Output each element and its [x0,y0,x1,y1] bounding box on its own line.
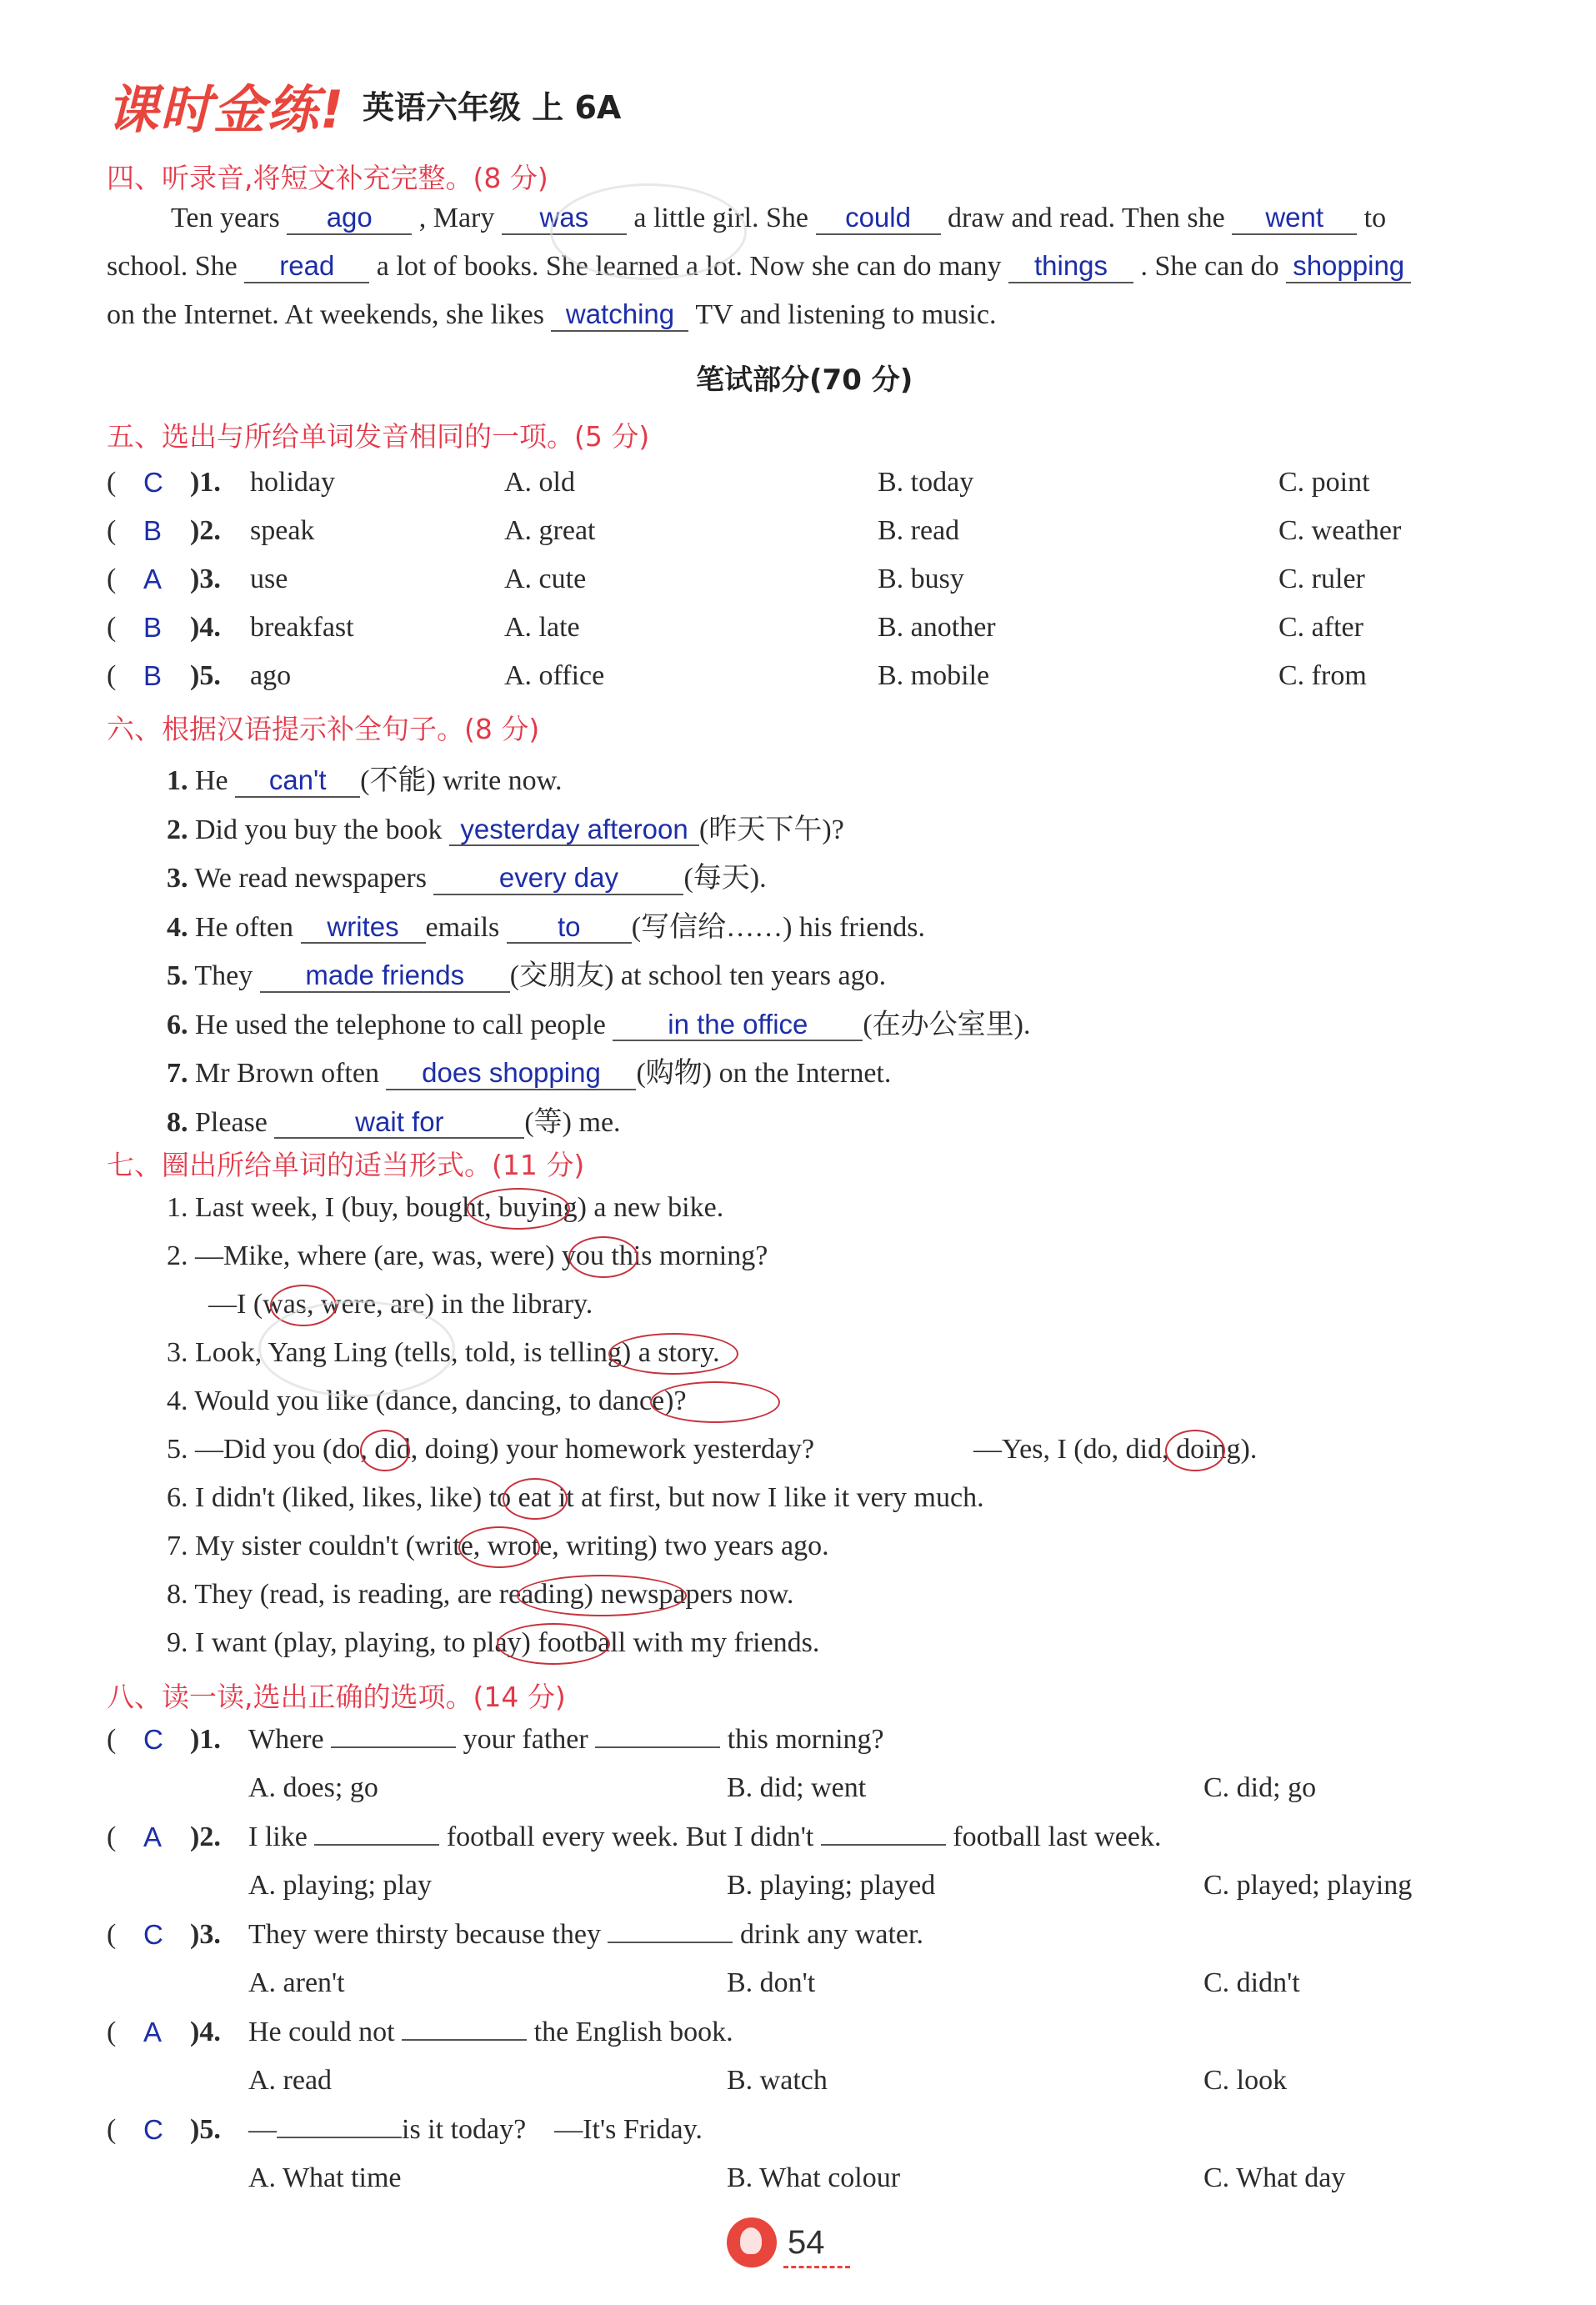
section-7-heading: 七、圈出所给单词的适当形式。(11 分) [107,1149,585,1181]
s8-blank [595,1746,720,1748]
s7-item-8: 8. They (read, is reading, are reading) newspapers now. [167,1579,794,1610]
s8-option-c: C. did; go [1203,1772,1317,1803]
s6-blank: made friends [260,961,510,993]
s5-option-b: B. mobile [878,660,990,691]
s8-option-b: B. playing; played [727,1870,936,1901]
s5-option-c: C. after [1278,612,1363,643]
s6-item: 8. Please wait for (等) me. [167,1105,621,1138]
s8-option-c: C. didn't [1203,1967,1300,1998]
s5-option-c: C. weather [1278,515,1402,546]
s5-word: use [250,564,288,594]
s8-option-b: B. don't [727,1967,816,1998]
s6-item: 3. We read newspapers every day (每天). [167,862,767,894]
s8-option-b: B. watch [727,2065,828,2096]
s8-option-a: A. What time [248,2162,402,2193]
written-part-title: 笔试部分(70 分) [696,363,913,397]
s6-blank: does shopping [386,1059,636,1090]
s8-option-c: C. look [1203,2065,1288,2096]
s8-answer: C [143,1919,163,1950]
s4-blank: ago [287,203,412,235]
page-subtitle: 英语六年级 上 6A [363,89,622,126]
page-number: 54 [788,2224,825,2261]
s7-item-7: 7. My sister couldn't (write, wrote, writing) two years ago. [167,1531,829,1561]
s5-number: )1. [190,467,221,498]
s7-item-5: 5. —Did you (do, did, doing) your homework yesterday? [167,1434,815,1465]
s4-blank: could [816,203,941,235]
s7-item-3: 3. Look, Yang Ling (tells, told, is telling) a story. [167,1337,720,1368]
s8-row: ( [107,2017,117,2047]
s5-row: ( [107,660,117,691]
s8-number: )2. [190,1821,221,1852]
answer-circle [517,1575,687,1616]
s5-number: )5. [190,660,221,691]
s5-answer: A [143,564,163,594]
s6-item: 5. They made friends (交朋友) at school ten years ago. [167,960,887,991]
s4-blank: went [1232,203,1357,235]
s6-blank: yesterday afteroon [449,815,699,847]
s8-row: ( [107,1919,117,1950]
s8-option-b: B. did; went [727,1772,867,1803]
s8-question: He could not the English book. [248,2017,733,2047]
s5-row: ( [107,515,117,546]
s8-question: Where your father this morning? [248,1724,884,1755]
s5-option-c: C. from [1278,660,1367,691]
s8-option-a: A. read [248,2065,333,2096]
s8-option-c: C. played; playing [1203,1870,1413,1901]
s5-number: )4. [190,612,221,643]
s8-option-a: A. does; go [248,1772,378,1803]
s5-row: ( [107,564,117,594]
answer-circle [503,1478,568,1520]
s6-item: 6. He used the telephone to call people in the office (在办公室里). [167,1008,1031,1040]
s8-question: — is it today? —It's Friday. [248,2114,703,2145]
s8-blank [608,1942,733,1943]
s8-row: ( [107,2114,117,2145]
s8-number: )3. [190,1919,221,1950]
page-number-underline [783,2266,850,2268]
s5-option-a: A. late [504,612,580,643]
s5-option-a: A. cute [504,564,587,594]
s6-blank: every day [433,864,683,895]
s7-item-4: 4. Would you like (dance, dancing, to dance)? [167,1386,687,1416]
section-4-heading: 四、听录音,将短文补充完整。(8 分) [107,162,548,194]
s8-row: ( [107,1724,117,1755]
s5-answer: B [143,515,163,546]
s8-blank [402,2039,527,2041]
s5-option-c: C. point [1278,467,1370,498]
s5-option-b: B. another [878,612,996,643]
s7-item-2b: —I (was, were, are) in the library. [208,1289,593,1320]
answer-circle [650,1381,780,1423]
s6-blank: writes [301,913,426,945]
brand-exclaim: ! [320,79,346,140]
s7-item-6: 6. I didn't (liked, likes, like) to eat it at first, but now I like it very much. [167,1482,984,1513]
answer-circle [497,1623,610,1665]
s6-blank: wait for [274,1108,524,1140]
s5-row: ( [107,467,117,498]
s8-option-a: A. playing; play [248,1870,433,1901]
s8-answer: A [143,2017,163,2047]
s4-blank: shopping [1286,252,1411,283]
s6-blank: in the office [613,1010,863,1042]
answer-circle [360,1430,410,1471]
s4-line-2: school. She read a lot of books. She learned a lot. Now she can do many things . She can do shopping [107,251,1411,283]
brand-title [107,68,345,143]
s8-question: They were thirsty because they drink any water. [248,1919,923,1950]
s8-blank [314,1844,439,1846]
s5-option-a: A. great [504,515,596,546]
s8-answer: A [143,1821,163,1852]
s4-blank: things [1008,252,1133,283]
section-8-heading: 八、读一读,选出正确的选项。(14 分) [107,1681,566,1713]
s6-blank: can't [235,766,360,798]
s8-answer: C [143,1724,163,1755]
s7-item-5b: —Yes, I (do, did, doing). [973,1434,1258,1465]
s7-item-2: 2. —Mike, where (are, was, were) you this morning? [167,1240,768,1271]
s8-option-a: A. aren't [248,1967,345,1998]
s5-option-b: B. read [878,515,960,546]
s8-question: I like football every week. But I didn't football last week. [248,1821,1162,1852]
s7-item-1: 1. Last week, I (buy, bought, buying) a new bike. [167,1192,724,1223]
s6-item: 4. He often writes emails to (写信给……) his friends. [167,910,926,943]
s8-number: )5. [190,2114,221,2145]
s5-word: ago [250,660,292,691]
s5-option-b: B. busy [878,564,964,594]
s5-answer: B [143,612,163,643]
section-6-heading: 六、根据汉语提示补全句子。(8 分) [107,713,540,745]
s6-blank: to [507,913,632,945]
s6-item: 7. Mr Brown often does shopping (购物) on the Internet. [167,1057,892,1089]
section-5-heading: 五、选出与所给单词发音相同的一项。(5 分) [107,420,650,453]
s5-word: breakfast [250,612,354,643]
s5-number: )2. [190,515,221,546]
answer-circle [467,1188,570,1230]
answer-circle [1165,1430,1225,1471]
watermark-stamp [550,183,747,280]
answer-circle [458,1526,540,1568]
s4-blank: was [502,203,627,235]
answer-circle [568,1236,638,1278]
s4-line-1: Ten years ago , Mary was a little girl. She could draw and read. Then she went to [171,202,1387,233]
s8-number: )1. [190,1724,221,1755]
s8-blank [277,2137,402,2138]
s8-option-c: C. What day [1203,2162,1346,2193]
s4-line-3: on the Internet. At weekends, she likes watching TV and listening to music. [107,298,997,330]
s5-option-a: A. old [504,467,575,498]
s5-word: speak [250,515,315,546]
s5-option-a: A. office [504,660,605,691]
s6-item: 1. He can't (不能) write now. [167,764,563,796]
s7-item-9: 9. I want (play, playing, to play) football with my friends. [167,1627,820,1658]
s4-blank: watching [551,300,688,332]
s6-item: 2. Did you buy the book yesterday afteroon (昨天下午)? [167,813,844,845]
s8-number: )4. [190,2017,221,2047]
s5-row: ( [107,612,117,643]
answer-circle [608,1333,738,1375]
mascot-icon [740,2227,762,2254]
s5-option-c: C. ruler [1278,564,1365,594]
s5-answer: B [143,660,163,691]
s8-blank [821,1844,946,1846]
watermark-stamp [258,1300,455,1397]
s8-row: ( [107,1821,117,1852]
s8-answer: C [143,2114,163,2145]
page-badge-icon [727,2217,777,2267]
s8-blank [331,1746,456,1748]
s5-word: holiday [250,467,335,498]
s5-option-b: B. today [878,467,974,498]
brand-text: 课时金练 [107,79,321,140]
s5-number: )3. [190,564,221,594]
s5-answer: C [143,467,163,498]
s4-blank: read [244,252,369,283]
s8-option-b: B. What colour [727,2162,901,2193]
